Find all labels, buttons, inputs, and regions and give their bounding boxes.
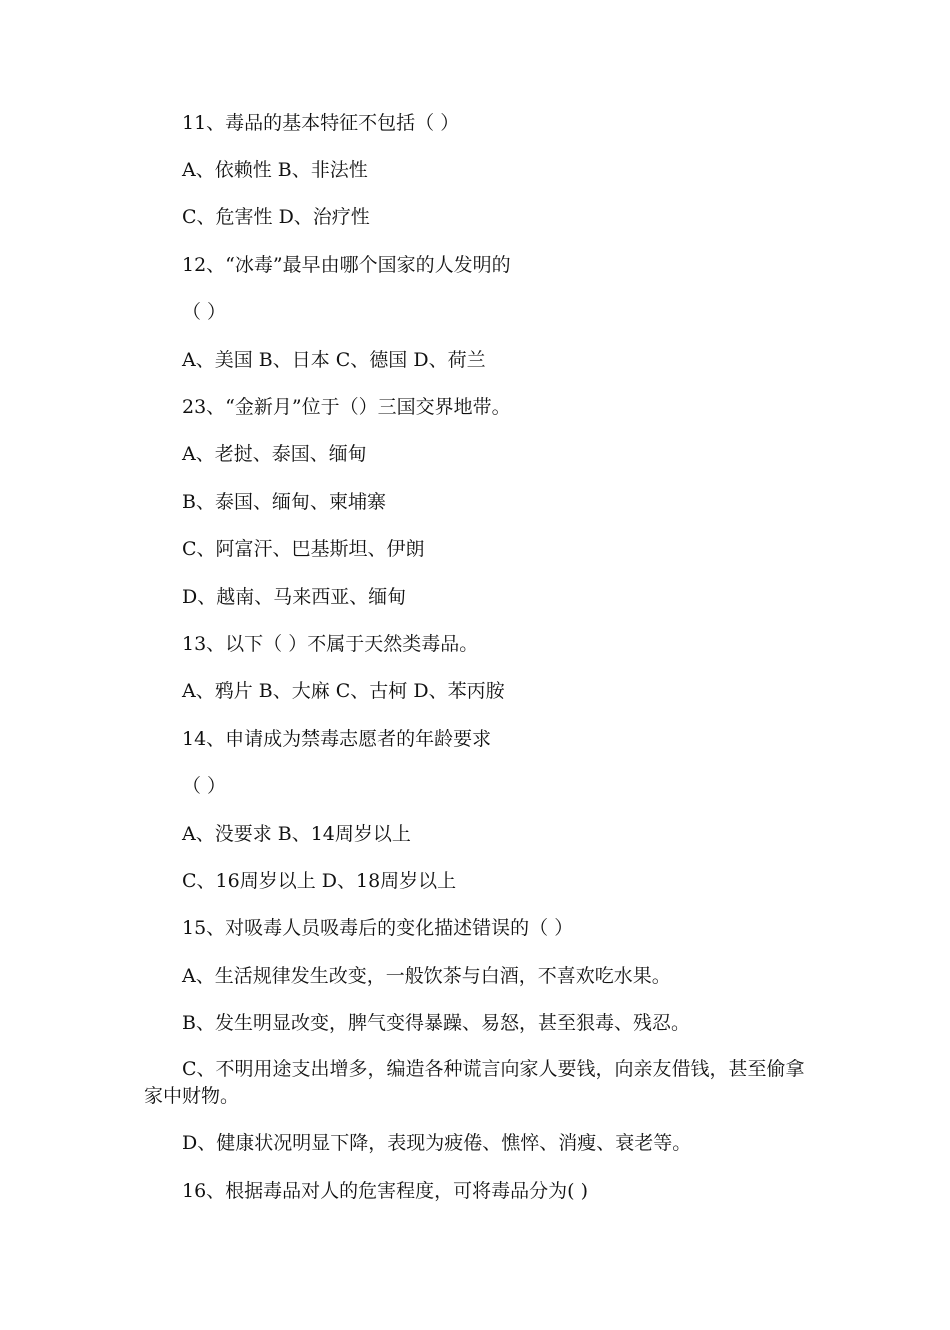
question-11-options-ab: A、依赖性 B、非法性 — [182, 159, 368, 181]
question-12-options: A、美国 B、日本 C、德国 D、荷兰 — [182, 349, 486, 371]
question-15-option-a: A、生活规律发生改变，一般饮茶与白酒，不喜欢吃水果。 — [182, 965, 671, 987]
question-15-option-d: D、健康状况明显下降，表现为疲倦、憔悴、消瘦、衰老等。 — [182, 1132, 692, 1154]
question-14-options-cd: C、16周岁以上 D、18周岁以上 — [182, 870, 457, 892]
question-15: 15、对吸毒人员吸毒后的变化描述错误的（ ） — [182, 917, 574, 939]
question-12-blank: （ ） — [182, 301, 227, 323]
question-23: 23、“金新月”位于（）三国交界地带。 — [182, 396, 511, 418]
question-14-options-ab: A、没要求 B、14周岁以上 — [182, 823, 411, 845]
question-14-blank: （ ） — [182, 775, 227, 797]
question-15-option-b: B、发生明显改变，脾气变得暴躁、易怒，甚至狠毒、残忍。 — [182, 1012, 690, 1034]
question-15-option-c: C、不明用途支出增多，编造各种谎言向家人要钱，向亲友借钱，甚至偷拿家中财物。 — [144, 1058, 805, 1107]
question-12: 12、“冰毒”最早由哪个国家的人发明的 — [182, 254, 511, 276]
question-11: 11、毒品的基本特征不包括（ ） — [182, 112, 460, 134]
question-11-options-cd: C、危害性 D、治疗性 — [182, 206, 370, 228]
question-23-option-c: C、阿富汗、巴基斯坦、伊朗 — [182, 538, 425, 560]
question-14: 14、申请成为禁毒志愿者的年龄要求 — [182, 728, 492, 750]
question-23-option-d: D、越南、马来西亚、缅甸 — [182, 586, 407, 608]
question-13: 13、以下（ ）不属于天然类毒品。 — [182, 633, 479, 655]
question-16: 16、根据毒品对人的危害程度，可将毒品分为( ) — [182, 1180, 589, 1202]
question-23-option-a: A、老挝、泰国、缅甸 — [182, 443, 367, 465]
question-23-option-b: B、泰国、缅甸、柬埔寨 — [182, 491, 386, 513]
question-13-options: A、鸦片 B、大麻 C、古柯 D、苯丙胺 — [182, 680, 505, 702]
